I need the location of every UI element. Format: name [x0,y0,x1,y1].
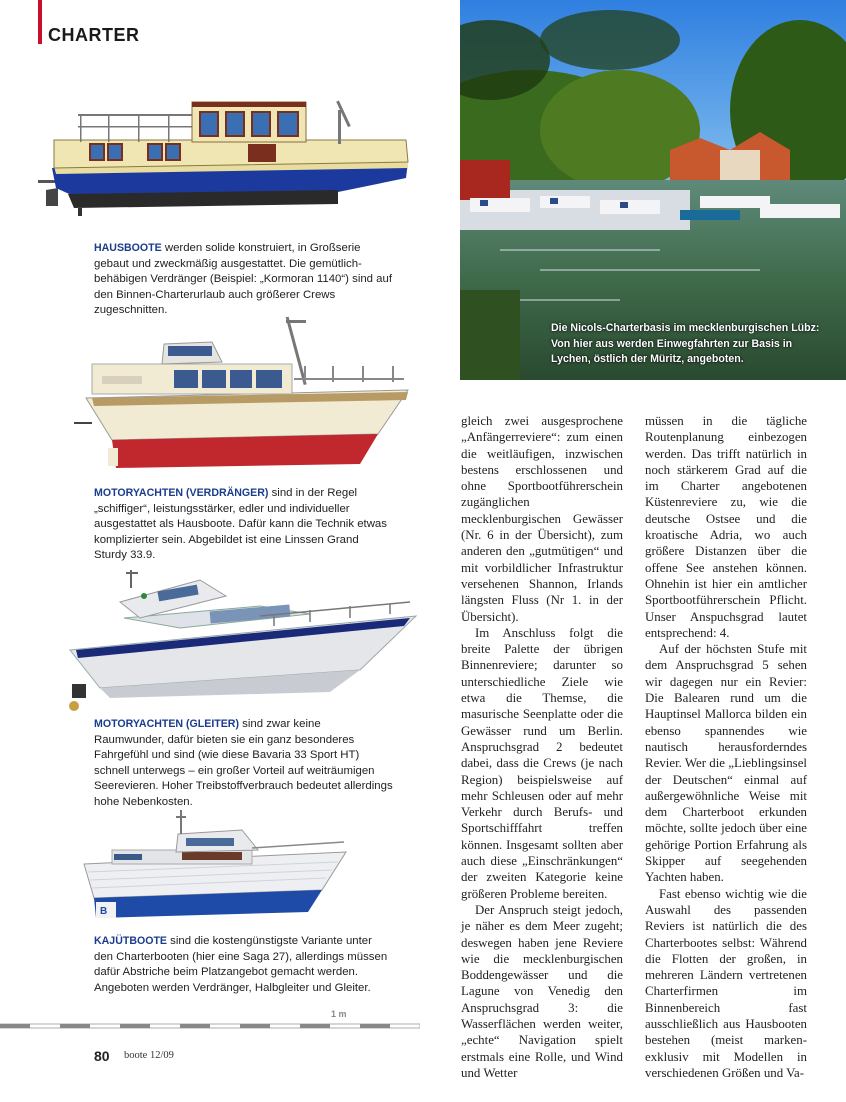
section-title: CHARTER [48,25,140,45]
caption-text: sind zwar keine Raumwunder, dafür bieten sie ein ganz besonderes Fahrgefühl und sind (wie diese Bavaria 33 Sport HT) schnell unterwegs – ein großer Vorteil auf weiträumigen Seerevieren. Hoher Treibstoffverbrauch bedeutet allerdings hohe Nebenkosten. [94,718,393,808]
boat-caption-1 [94,241,394,319]
caption-text: sind in der Regel „schiffiger“, leistungsstärker, edler und individueller ausgestattet als Hausboote. Dafür kann die Technik etwas komplizierter sein. Abgebildet ist eine Linssen Grand Sturdy 33.9. [94,487,387,562]
article-paragraph: gleich zwei ausgesprochene „Anfängerreviere“: zum einen die weitläufigen, inzwischen bestens erschlossenen und ohne Sportbootführerschein zugänglichen mecklenburgischen Gewässer (Nr. 6 in der Übersicht), zum anderen den „gutmütigen“ und mit vorbildlicher Infrastruktur versehenen Shannon, Irlands längsten Fluss (Nr 1. in der Übersicht). [461,414,623,624]
displacement-yacht-illustration [72,316,412,472]
cabin-boat-illustration [82,808,348,922]
svg-text:B: B [100,906,108,917]
article-paragraph: Im Anschluss folgt die breite Palette der übrigen Binnenreviere; darunter so unterschiedliche Ziele wie etwa die Themse, die masurische Seenplatte oder die Gewässer rund um Berlin. Anspruchsgrad 2 bedeutet dabei, dass die Crews (je nach Region) beispielsweise auf mehr Schleusen oder auf mehr Verkehr durch Berufs- und Sportschifffahrt treffen können. Insgesamt sollten aber auch diese „Einschränkungen“ der zweiten Kategorie keine größeren Probleme bereiten. [461,625,623,901]
article-paragraph: Der Anspruch steigt jedoch, je näher es dem Meer zugeht; deswegen haben jene Reviere wie die mecklenburgischen Boddengewässer und die Lagune von Venedig den Anspruchsgrad 3: die Wasserflächen werden weiter, „echte“ Navigation spielt erstmals eine Rolle, und Wind und Wetter [461,902,623,1080]
boat-caption-2 [94,486,394,564]
scale-bar [0,1022,420,1030]
article-paragraph: Auf der höchsten Stufe mit dem Anspruchsgrad 5 sehen wir dagegen nur ein Revier: Die Balearen rund um die Hauptinsel Mallorca bilden ein ebenso spannendes wie nautisch herausforderndes Revier. Wer die „Lieblingsinsel der Deutschen“ einmal auf außergewöhnliche Weise mit dem Charterboot erkunden möchte, sollte jedoch über eine gehörige Portion Erfahrung als Skipper auf seegehenden Yachten haben. [645,642,807,885]
photo-caption: Die Nicols-Charterbasis im mecklenburgischen Lübz: Von hier aus werden Einwegfahrten zur Basis in Lychen, östlich der Müritz, angeboten. [551,322,820,366]
caption-keyword: MOTORYACHTEN (VERDRÄNGER) [94,487,269,499]
boat-caption-4 [94,934,394,996]
caption-keyword: HAUSBOOTE [94,242,162,254]
houseboat-illustration [38,96,410,222]
caption-keyword: MOTORYACHTEN (GLEITER) [94,718,239,730]
caption-text: sind die kostengünstigste Variante unter den Charterbooten (hier eine Saga 27), allerdings müssen dafür Abstriche beim Platzangebot gemacht werden. Angeboten werden Verdränger, Halbgleiter und Gleiter. [94,935,388,994]
section-marker [38,0,42,44]
caption-text: werden solide konstruiert, in Großserie gebaut und zweckmäßig ausgestattet. Die gemütlich-behäbigen Verdränger (Beispiel: „Kormoran 1140“) sind auf den Binnen-Charterurlaub auch größerer Crews zugeschnitten. [94,242,393,317]
caption-keyword: KAJÜTBOOTE [94,935,167,947]
page-number: 80 [94,1048,110,1064]
article-paragraph: Fast ebenso wichtig wie die Auswahl des passenden Reviers ist natürlich die des Charterbootes selbst: Während die Flotten der großen, in mehreren Ländern vertretenen Charterfirmen im Binnenbereich fast ausschließlich aus Hausbooten bestehen (meist marken-exklusiv mit Modellen in verschiedenen Größen und Va- [645,886,807,1080]
article-column-2 [645,413,807,1081]
article-paragraph: müssen in die tägliche Routenplanung einbezogen werden. Das trifft natürlich in noch stärkerem Grad auf die im Charter angebotenen Küstenreviere zu, wie die deutsche Ostsee und die kroatische Adria, wo auch größere Distanzen über die offene See anstehen können. Ohnehin ist hier ein amtlicher Sportbootführerschein Pflicht. Unser Anspuchsgrad lautet entsprechend: 4. [645,414,807,640]
scale-label: 1 m [331,1009,347,1019]
boat-caption-3 [94,717,394,811]
magazine-issue: boote 12/09 [124,1050,174,1061]
article-column-1 [461,413,623,1081]
planing-yacht-illustration [60,566,420,718]
